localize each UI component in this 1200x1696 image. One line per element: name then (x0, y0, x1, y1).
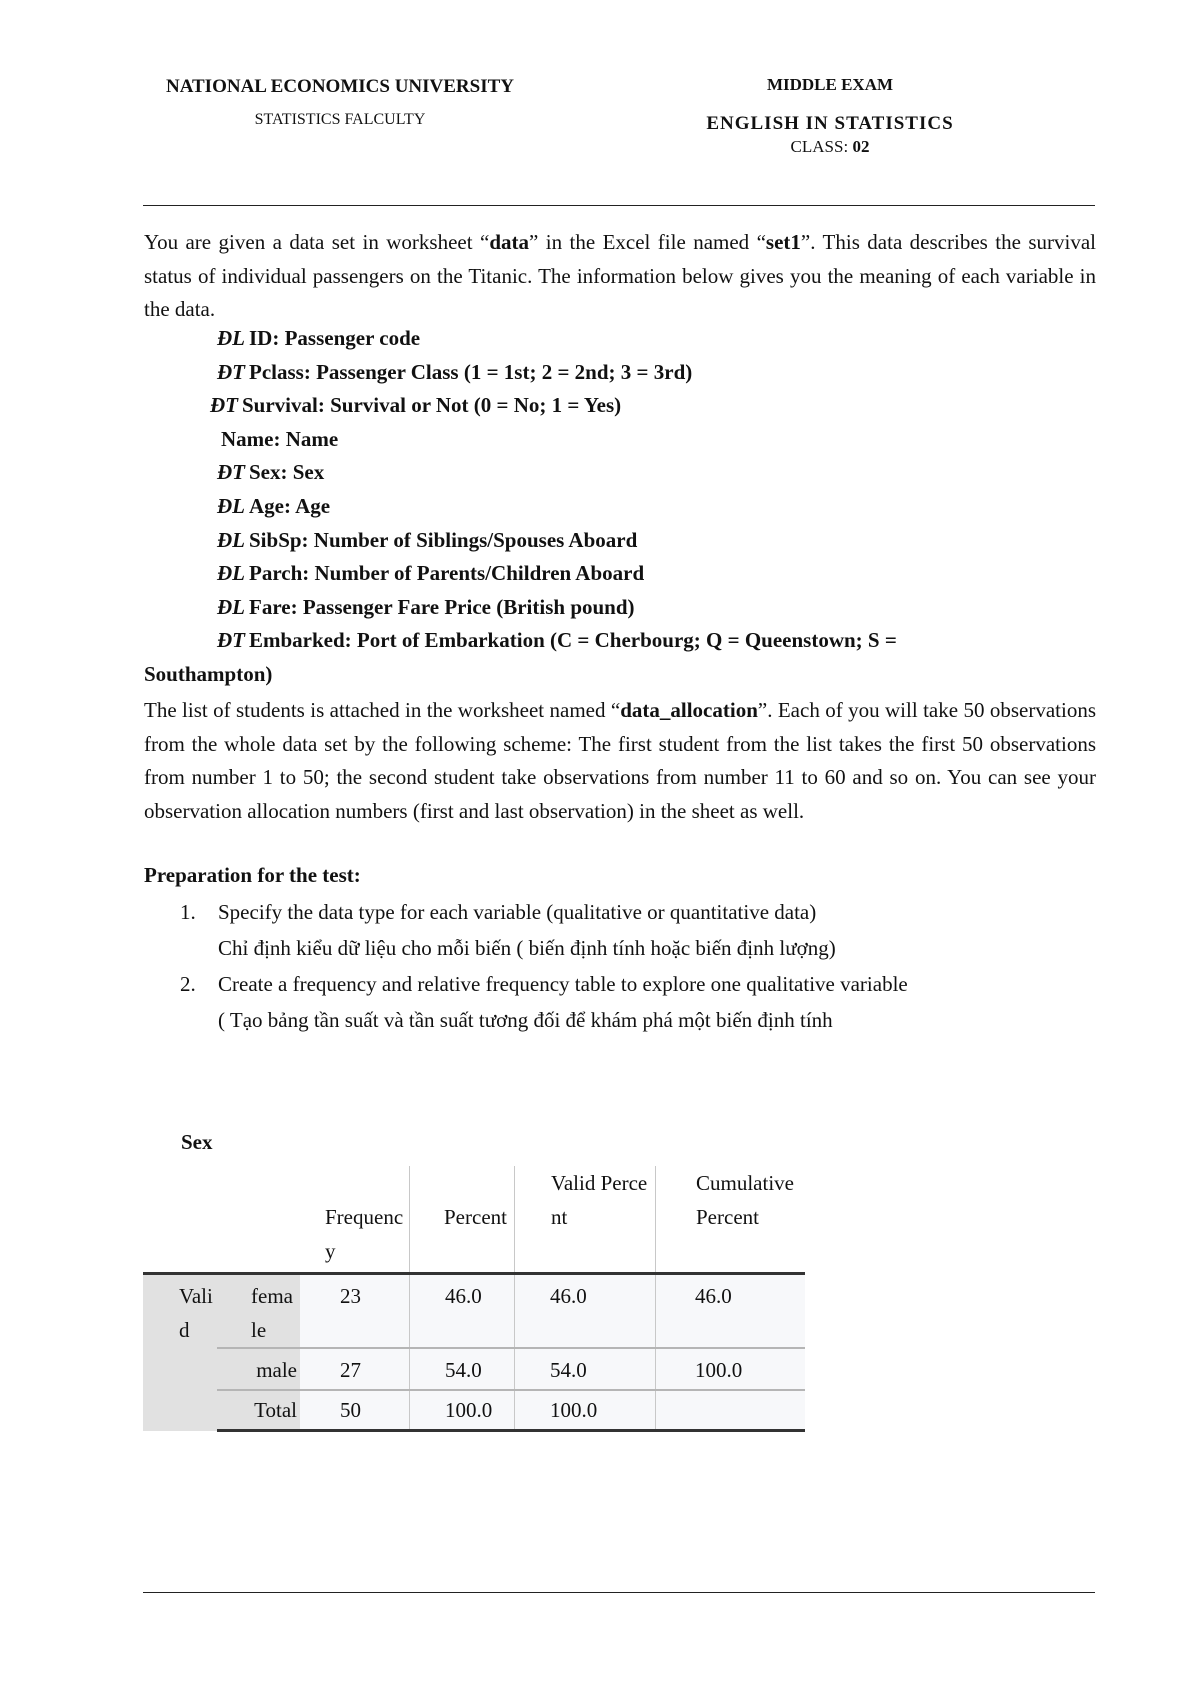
cell-percent: 46.0 (410, 1274, 515, 1349)
row-group-label: Valid (143, 1274, 217, 1431)
variable-item-continuation: Southampton) (144, 662, 273, 686)
cell-percent: 54.0 (410, 1348, 515, 1390)
bottom-divider (143, 1592, 1095, 1593)
variable-desc: Parch: Number of Parents/Children Aboard (249, 561, 645, 585)
variable-code: ĐL (217, 595, 245, 619)
intro-file-name: set1 (765, 230, 801, 254)
row-label: Total (217, 1390, 300, 1431)
cell-valid-percent: 54.0 (515, 1348, 656, 1390)
table-row (143, 1390, 805, 1431)
variable-desc: Sex: Sex (249, 460, 325, 484)
variable-desc: Embarked: Port of Embarkation (C = Cherbourg; Q = Queenstown; S = (249, 628, 897, 652)
row-label: male (217, 1348, 300, 1390)
row-label: female (217, 1274, 300, 1349)
table-row (143, 1348, 805, 1390)
task-text-vi: Chỉ định kiểu dữ liệu cho mỗi biến ( biến định tính hoặc biến định lượng) (218, 936, 836, 960)
class-label: CLASS: (790, 137, 853, 156)
class-line (650, 137, 1010, 157)
cell-frequency: 23 (300, 1274, 410, 1349)
variable-item (217, 427, 338, 452)
class-value: 02 (852, 137, 870, 156)
variable-code: ĐL (217, 494, 245, 518)
variable-desc: Name: Name (221, 427, 339, 451)
task-text-en: Specify the data type for each variable (qualitative or quantitative data) (218, 900, 817, 924)
table-row (143, 1274, 805, 1349)
allocation-text-1: The list of students is attached in the worksheet named “ (144, 698, 621, 722)
cell-percent: 100.0 (410, 1390, 515, 1431)
variable-item (217, 360, 692, 385)
cell-frequency: 27 (300, 1348, 410, 1390)
intro-worksheet-name: data (489, 230, 529, 254)
header-valid-percent: Valid Percent (515, 1166, 656, 1274)
table-title: Sex (181, 1130, 213, 1154)
course-title: ENGLISH IN STATISTICS (706, 113, 954, 134)
allocation-paragraph (144, 694, 1096, 828)
variable-item (217, 528, 637, 553)
variable-item (217, 561, 644, 586)
variable-item (217, 595, 635, 620)
variable-desc: Pclass: Passenger Class (1 = 1st; 2 = 2nd; 3 = 3rd) (249, 360, 693, 384)
cell-cumulative-percent: 46.0 (656, 1274, 806, 1349)
cell-cumulative-percent (656, 1390, 806, 1431)
variable-item (217, 628, 897, 653)
preparation-heading: Preparation for the test: (144, 863, 361, 887)
variable-desc: Age: Age (249, 494, 331, 518)
variable-item (210, 393, 621, 418)
frequency-table (143, 1166, 805, 1432)
cell-valid-percent: 100.0 (515, 1390, 656, 1431)
variable-code: ĐT (217, 628, 245, 652)
allocation-text-2: ”. Each of you will take 50 observations from the whole data set by the following scheme: The first student from the list takes the first 50 observations from number 1 to 50; the second student take observations from number 11 to 60 and so on. You can see your observation allocation numbers (first and last observation) in the sheet as well. (144, 698, 1096, 823)
variable-code: ĐL (217, 326, 245, 350)
variable-item (217, 460, 324, 485)
variable-code: ĐT (217, 360, 245, 384)
task-number: 1. (180, 900, 196, 924)
cell-valid-percent: 46.0 (515, 1274, 656, 1349)
top-divider (143, 205, 1095, 206)
university-name: NATIONAL ECONOMICS UNIVERSITY (165, 76, 515, 97)
header-cumulative-percent: Cumulative Percent (656, 1166, 806, 1274)
variable-code: ĐL (217, 561, 245, 585)
variable-item (217, 494, 330, 519)
variable-desc: Survival: Survival or Not (0 = No; 1 = Yes) (242, 393, 622, 417)
intro-text-1: You are given a data set in worksheet “ (144, 230, 490, 254)
exam-title: MIDDLE EXAM (766, 75, 894, 94)
task-text-vi: ( Tạo bảng tần suất và tần suất tương đối để khám phá một biến định tính (218, 1008, 833, 1032)
intro-text-3: ”. This data describes the survival status of individual passengers on the Titanic. The information below gives you the meaning of each variable in the data. (144, 230, 1096, 322)
variable-desc: ID: Passenger code (249, 326, 421, 350)
header-frequency: Frequency (300, 1166, 410, 1274)
header-percent: Percent (410, 1166, 515, 1274)
cell-frequency: 50 (300, 1390, 410, 1431)
variable-item (217, 326, 420, 351)
variable-code: ĐT (217, 460, 245, 484)
allocation-sheet-name: data_allocation (620, 698, 758, 722)
intro-text-2: ” in the Excel file named “ (529, 230, 766, 254)
task-text-en: Create a frequency and relative frequency table to explore one qualitative variable (218, 972, 908, 996)
variable-code: ĐT (210, 393, 238, 417)
variable-code: ĐL (217, 528, 245, 552)
cell-cumulative-percent: 100.0 (656, 1348, 806, 1390)
variable-desc: Fare: Passenger Fare Price (British pound) (249, 595, 635, 619)
faculty-name: STATISTICS FALCULTY (254, 111, 426, 128)
task-number: 2. (180, 972, 196, 996)
intro-paragraph (144, 226, 1096, 327)
variable-desc: SibSp: Number of Siblings/Spouses Aboard (249, 528, 638, 552)
